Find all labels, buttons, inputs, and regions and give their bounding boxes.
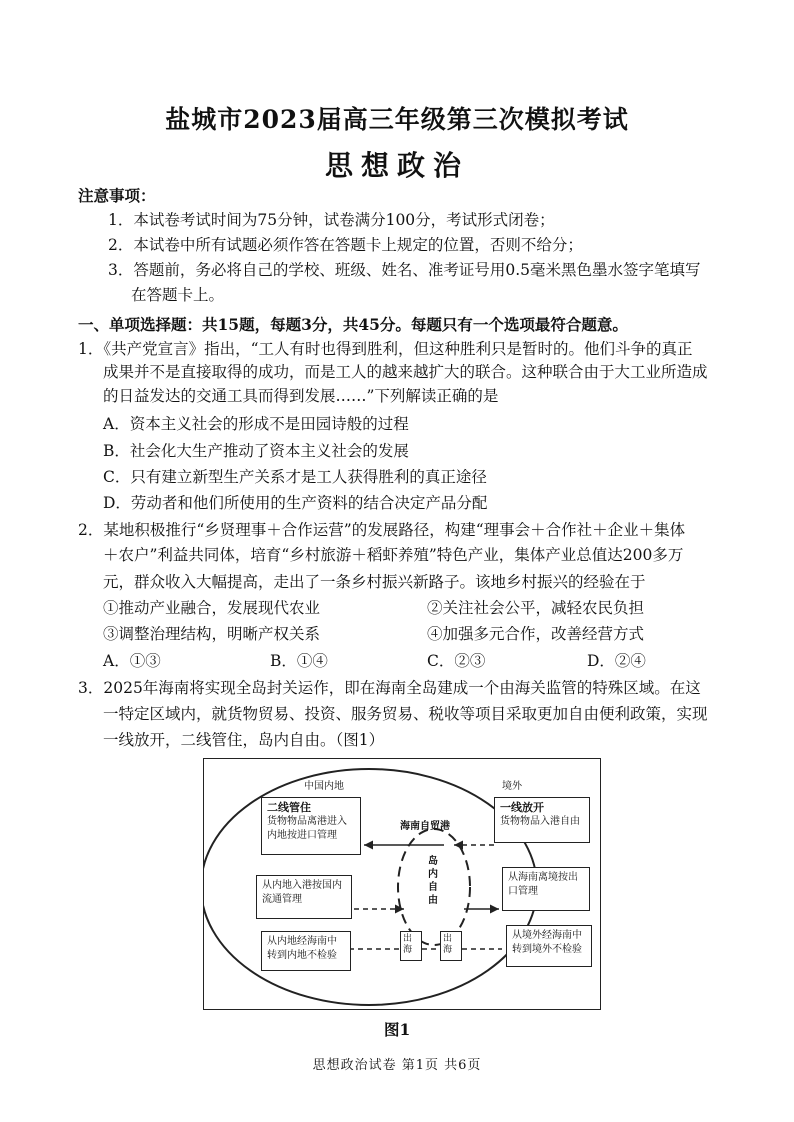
q2-stem: ＋农户”利益共同体，培育“乡村旅游＋稻虾养殖”特色产业，集体产业总值达200多万	[103, 546, 684, 564]
subject-title: 思想政治	[324, 149, 469, 182]
box-domestic-transit	[261, 931, 351, 971]
q2-stem: 元，群众收入大幅提高，走出了一条乡村振兴新路子。该地乡村振兴的经验在于	[103, 573, 646, 591]
box-domestic-transit-text: 从内地经海南中转到内地不检验	[267, 936, 337, 961]
q1-stem: 1．《共产党宣言》指出，“工人有时也得到胜利，但这种胜利只是暂时的。他们斗争的真正	[78, 340, 693, 358]
q2-stem: 2．某地积极推行“乡贤理事＋合作运营”的发展路径，构建“理事会＋合作社＋企业＋集体	[78, 521, 686, 539]
exam-title: 盐城市2023届高三年级第三次模拟考试	[165, 105, 629, 134]
q3-stem: 3．2025年海南将实现全岛封关运作，即在海南全岛建成一个由海关监管的特殊区域。在这	[78, 679, 701, 697]
q2-statement: ③调整治理结构，明晰产权关系	[103, 625, 321, 643]
q2-statement: ④加强多元合作，改善经营方式	[427, 625, 645, 643]
box-foreign-transit-text: 从境外经海南中转到境外不检验	[512, 930, 582, 955]
gate-left-label: 出海	[403, 934, 413, 955]
label-island: 岛内自由	[428, 856, 438, 906]
mainland-boundary	[204, 769, 537, 1005]
label-abroad: 境外	[502, 781, 522, 792]
q3-stem: 一特定区域内，就货物贸易、投资、服务贸易、税收等项目采取更加自由便利政策，实现	[103, 705, 708, 723]
box-domestic-text: 从内地入港按国内流通管理	[262, 880, 342, 905]
gate-right-label: 出海	[443, 934, 453, 955]
box-first-line-text: 货物物品入港自由	[500, 816, 580, 827]
q2-option-d: D．②④	[587, 652, 646, 670]
box-export-text: 从海南离境按出口管理	[508, 872, 578, 897]
notice-item: 2．本试卷中所有试题必须作答在答题卡上规定的位置，否则不给分；	[108, 236, 583, 254]
q1-stem: 的日益发达的交通工具而得到发展……”下列解读正确的是	[103, 387, 499, 405]
q1-stem: 成果并不是直接取得的成功，而是工人的越来越扩大的联合。这种联合由于大工业所造成	[103, 363, 708, 381]
box-foreign-transit	[506, 925, 592, 967]
q1-option-a: A．资本主义社会的形成不是田园诗般的过程	[103, 415, 409, 433]
notice-item: 1．本试卷考试时间为75分钟，试卷满分100分，考试形式闭卷；	[108, 211, 555, 229]
q1-option-d: D．劳动者和他们所使用的生产资料的结合决定产品分配	[103, 494, 488, 512]
q2-option-c: C．②③	[427, 652, 486, 670]
box-second-line	[261, 797, 361, 855]
box-first-line	[494, 797, 590, 843]
label-mainland: 中国内地	[304, 781, 344, 792]
gate-left	[400, 931, 422, 961]
q1-option-b: B．社会化大生产推动了资本主义社会的发展	[103, 442, 409, 460]
q2-option-b: B．①④	[270, 652, 328, 670]
notice-item: 在答题卡上。	[131, 286, 225, 304]
page-footer: 思想政治试卷 第1页 共6页	[312, 1058, 482, 1073]
q2-option-a: A．①③	[103, 652, 161, 670]
box-domestic-circulation	[256, 875, 352, 919]
label-port: 海南自贸港	[400, 821, 450, 832]
gate-right	[440, 931, 462, 961]
notice-item: 3．答题前，务必将自己的学校、班级、姓名、准考证号用0.5毫米黑色墨水签字笔填写	[108, 261, 701, 279]
section-heading: 一、单项选择题：共15题，每题3分，共45分。每题只有一个选项最符合题意。	[78, 315, 628, 334]
box-second-line-text: 货物物品离港进入内地按进口管理	[267, 816, 347, 841]
box-second-line-title: 二线管住	[267, 801, 311, 814]
q3-stem: 一线放开，二线管住，岛内自由。（图1）	[103, 731, 385, 749]
q1-option-c: C．只有建立新型生产关系才是工人获得胜利的真正途径	[103, 468, 487, 486]
q2-statement: ②关注社会公平，减轻农民负担	[427, 599, 645, 617]
box-first-line-title: 一线放开	[500, 801, 544, 814]
notice-heading: 注意事项：	[78, 186, 156, 205]
box-export	[502, 867, 590, 911]
figure-caption: 图1	[384, 1020, 411, 1039]
figure-1-diagram	[203, 758, 601, 1010]
q2-statement: ①推动产业融合，发展现代农业	[103, 599, 321, 617]
